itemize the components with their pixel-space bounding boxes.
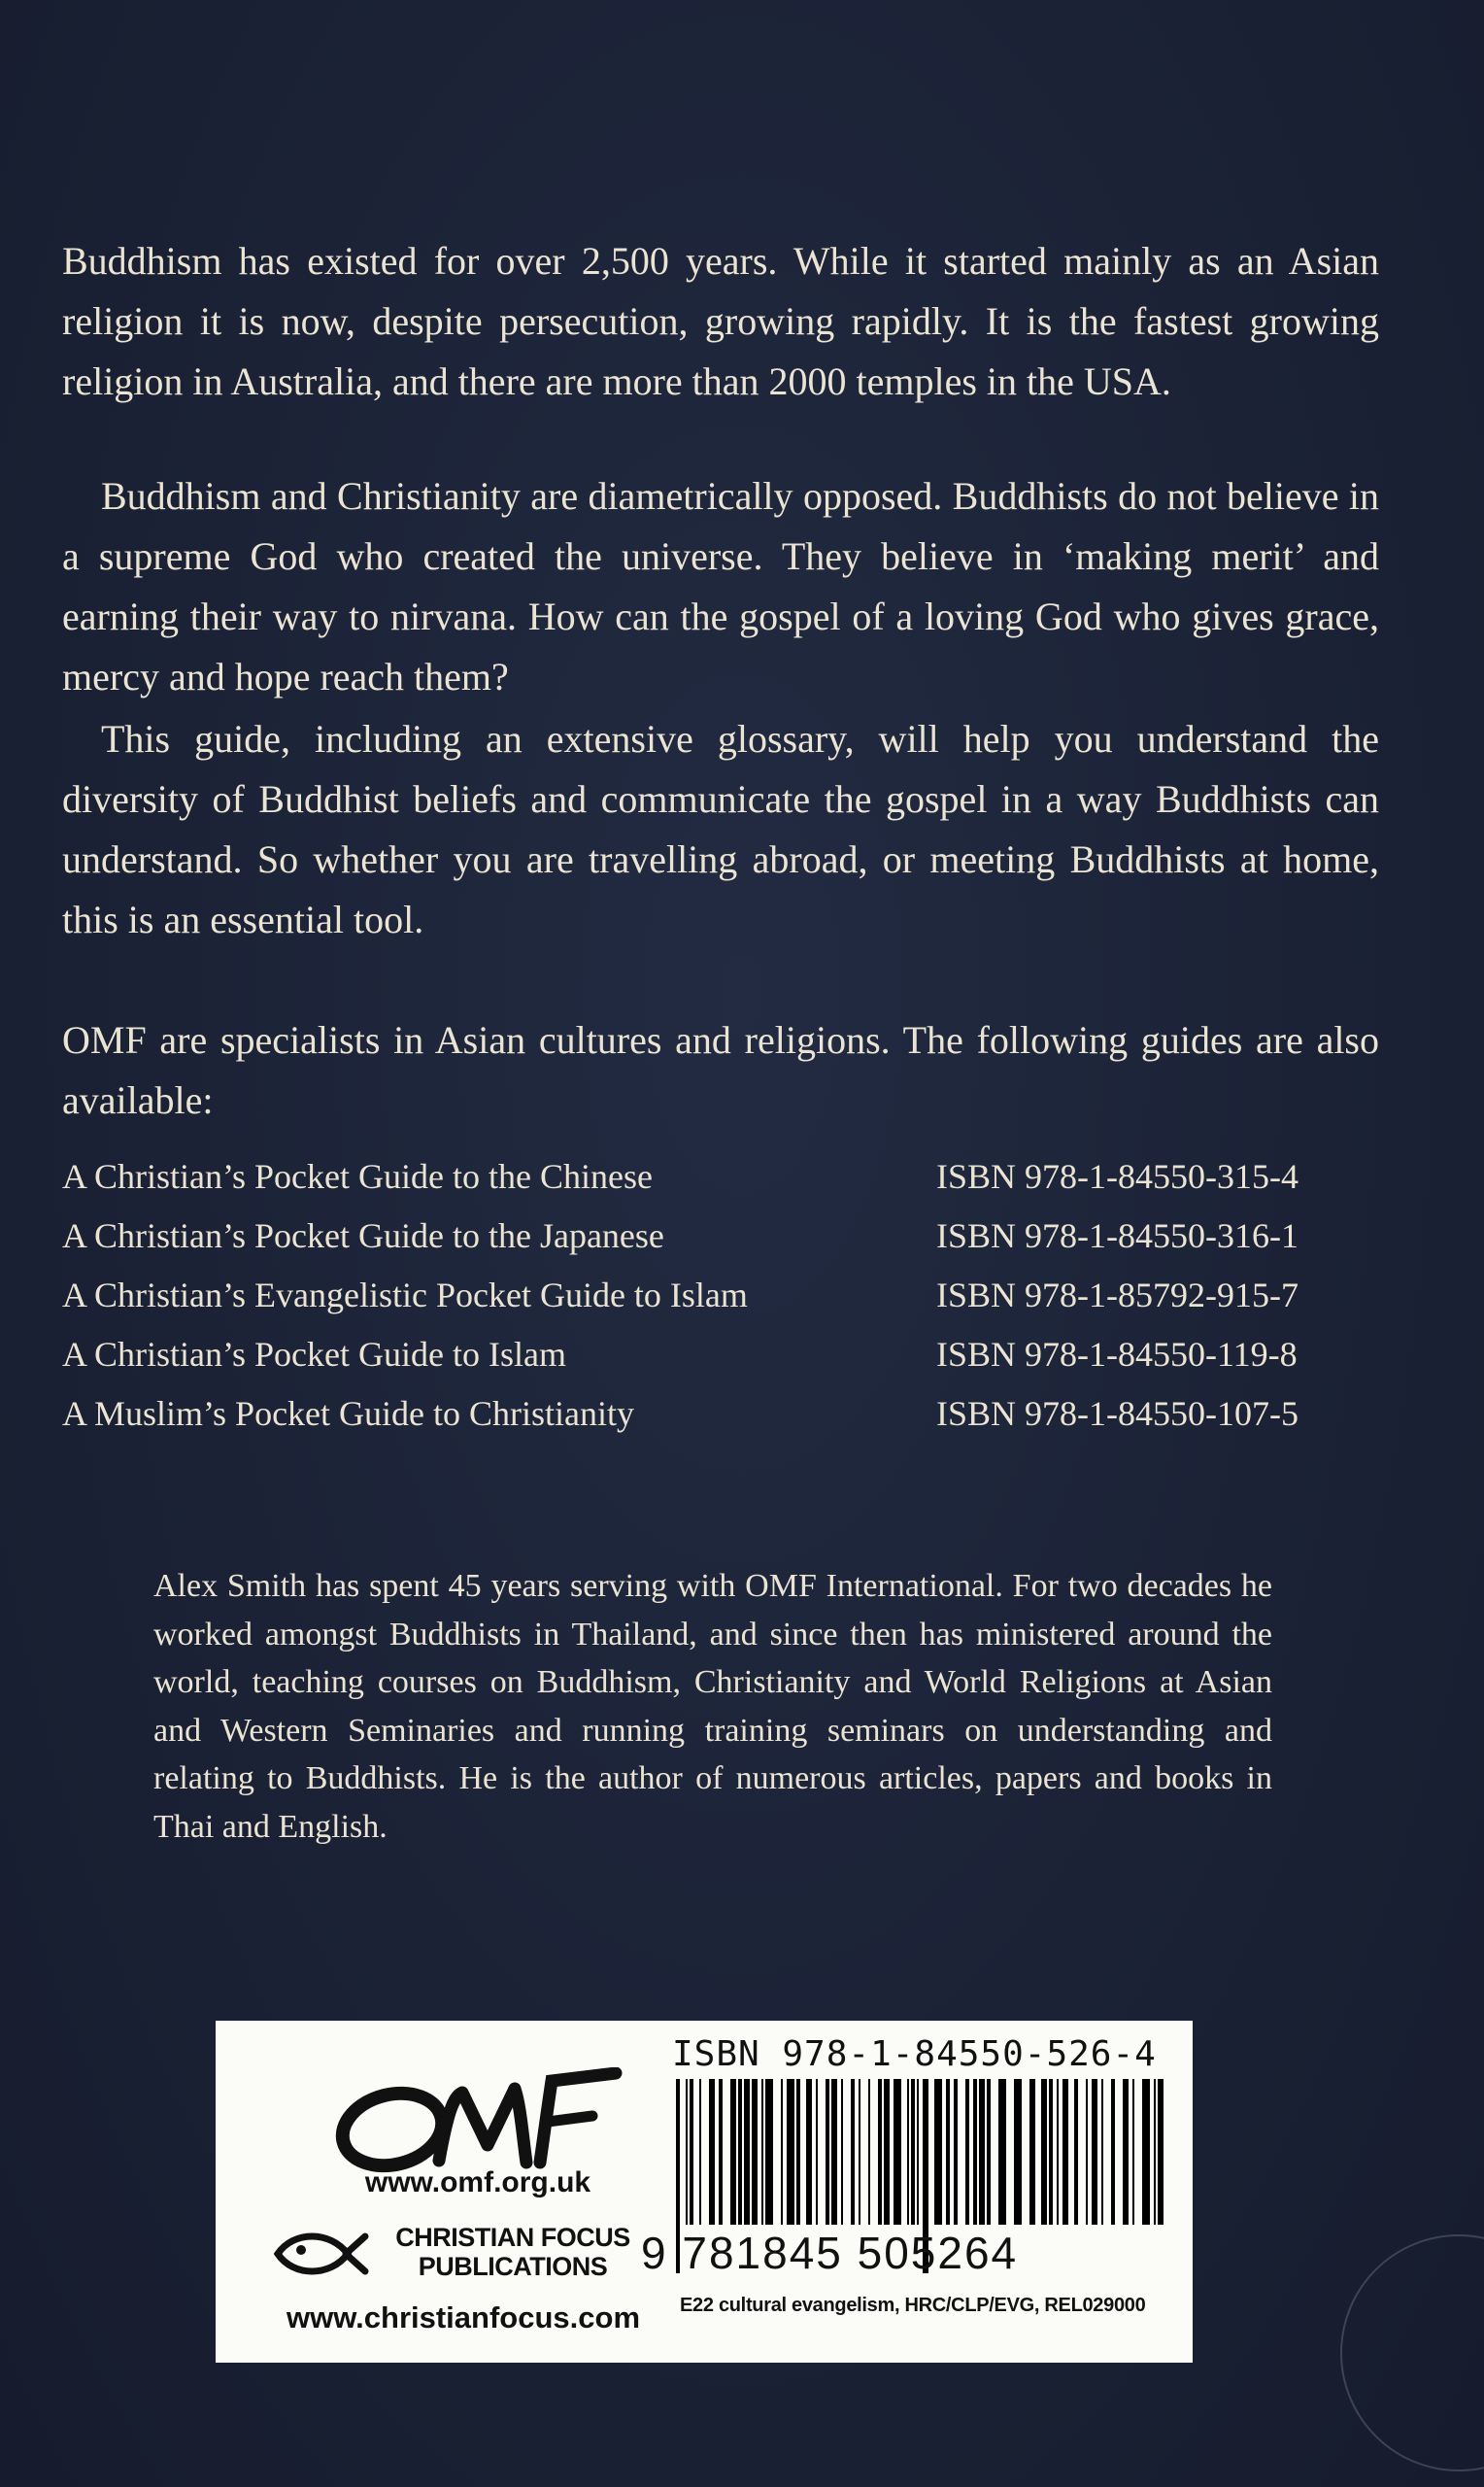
- omf-intro: OMF are specialists in Asian cultures and religions. The following guides are also available:: [62, 1018, 1379, 1122]
- barcode-bar: [826, 2079, 829, 2225]
- barcode-bar: [730, 2079, 736, 2225]
- barcode-bar: [690, 2079, 693, 2225]
- guide-isbn: ISBN 978-1-84550-119-8: [936, 1335, 1298, 1374]
- publisher-line-2: PUBLICATIONS: [418, 2252, 608, 2281]
- guide-isbn: ISBN 978-1-84550-315-4: [936, 1157, 1298, 1196]
- barcode-bar: [816, 2079, 818, 2225]
- guide-row: [62, 1271, 1379, 1330]
- guide-isbn: ISBN 978-1-84550-316-1: [936, 1216, 1298, 1255]
- barcode-bar: [1154, 2079, 1156, 2225]
- barcode-bar: [1123, 2079, 1129, 2225]
- barcode-bar: [765, 2079, 773, 2225]
- barcode-bar: [1062, 2079, 1068, 2225]
- barcode-bar: [781, 2079, 783, 2225]
- barcode-bar: [1057, 2079, 1059, 2225]
- barcode-bar: [884, 2079, 890, 2225]
- author-bio: Alex Smith has spent 45 years serving with OMF International. For two decades he worked amongst Buddhists in Thailand, and since then has ministered around the world, teaching courses on Buddhism, Christianity and World Religions at Asian and Western Seminaries and running training seminars on understanding and relating to Buddhists. He is the author of numerous articles, papers and books in Thai and English.: [153, 1568, 1272, 1845]
- barcode-bar: [738, 2079, 742, 2225]
- barcode-bar: [954, 2079, 958, 2225]
- omf-url: www.omf.org.uk: [364, 2166, 591, 2198]
- barcode-bar: [1142, 2079, 1150, 2225]
- guide-title: A Muslim’s Pocket Guide to Christianity: [62, 1394, 635, 1433]
- barcode-isbn: ISBN 978-1-84550-526-4: [672, 2034, 1157, 2074]
- barcode-bar: [907, 2079, 909, 2225]
- barcode-bar: [934, 2079, 942, 2225]
- guide-row: [62, 1211, 1379, 1271]
- publisher-name: [387, 2223, 639, 2281]
- guide-title: A Christian’s Pocket Guide to the Chinese: [62, 1157, 653, 1196]
- barcode-bar: [973, 2079, 977, 2225]
- fish-icon: [272, 2227, 369, 2281]
- barcode-bar: [841, 2079, 843, 2225]
- barcode-bar: [979, 2079, 985, 2225]
- barcode-bar: [752, 2079, 758, 2225]
- barcode-bar: [1014, 2079, 1022, 2225]
- blurb-paragraph-3: This guide, including an extensive glossary, will help you understand the diversity of Buddhist beliefs and communicate the gospel in a way Buddhists can understand. So whether you are travelling abroad, or meeting Buddhists at home, this is an essential tool.: [62, 717, 1379, 941]
- guide-title: A Christian’s Pocket Guide to the Japanese: [62, 1216, 664, 1255]
- barcode-bar: [987, 2079, 991, 2225]
- barcode-bar: [946, 2079, 950, 2225]
- barcode-bar: [787, 2079, 794, 2225]
- barcode-bar: [686, 2079, 688, 2225]
- barcode-bar: [699, 2079, 701, 2225]
- barcode-bar: [1029, 2079, 1035, 2225]
- publisher-url: www.christianfocus.com: [286, 2300, 641, 2334]
- barcode-bar: [744, 2079, 750, 2225]
- barcode-bar: [894, 2079, 901, 2225]
- barcode-bar: [1049, 2079, 1053, 2225]
- barcode-bar: [709, 2079, 715, 2225]
- category-codes: E22 cultural evangelism, HRC/CLP/EVG, REL029000: [680, 2295, 1146, 2316]
- guide-isbn: ISBN 978-1-84550-107-5: [936, 1394, 1298, 1433]
- barcode-bar: [1158, 2079, 1164, 2225]
- barcode-bar: [1092, 2079, 1097, 2225]
- guide-title: A Christian’s Pocket Guide to Islam: [62, 1335, 566, 1374]
- publisher-line-1: CHRISTIAN FOCUS: [395, 2223, 630, 2252]
- barcode-bar: [1111, 2079, 1115, 2225]
- barcode-bar: [917, 2079, 919, 2225]
- guide-isbn: ISBN 978-1-85792-915-7: [936, 1276, 1298, 1314]
- barcode-panel: [216, 2021, 1193, 2363]
- guide-row: [62, 1389, 1379, 1448]
- bookshop-stamp: [1340, 2234, 1484, 2471]
- guide-row: [62, 1152, 1379, 1211]
- barcode-bar: [851, 2079, 855, 2225]
- barcode-bar: [1086, 2079, 1088, 2225]
- barcode-bar: [1041, 2079, 1047, 2225]
- barcode-bar: [1074, 2079, 1078, 2225]
- barcode-bar: [831, 2079, 837, 2225]
- barcode-bar: [859, 2079, 860, 2225]
- barcode-bar: [965, 2079, 969, 2225]
- guide-row: [62, 1330, 1379, 1389]
- barcode-bar: [796, 2079, 800, 2225]
- barcode-bar: [806, 2079, 812, 2225]
- barcode-digits: 9 781845 505264: [641, 2228, 1019, 2278]
- barcode-bar: [1132, 2079, 1134, 2225]
- blurb-paragraph-1: Buddhism has existed for over 2,500 years. While it started mainly as an Asian religion it is now, despite persecution, growing rapidly. It is the fastest growing religion in Australia, and there are more than 2000 temples in the USA.: [62, 239, 1379, 403]
- guide-title: A Christian’s Evangelistic Pocket Guide to Islam: [62, 1276, 748, 1314]
- guide-list: [62, 1152, 1379, 1448]
- barcode-bar: [998, 2079, 1006, 2225]
- barcode-bar: [761, 2079, 763, 2225]
- barcode-bar: [878, 2079, 882, 2225]
- blurb-paragraph-2: Buddhism and Christianity are diametrically opposed. Buddhists do not believe in a supreme God who created the universe. They believe in ‘making merit’ and earning their way to nirvana. How can the gospel of a loving God who gives grace, mercy and hope reach them?: [62, 474, 1379, 698]
- barcode-bar: [911, 2079, 915, 2225]
- barcode-bar: [1101, 2079, 1103, 2225]
- barcode-bar: [719, 2079, 723, 2225]
- barcode-bar: [868, 2079, 870, 2225]
